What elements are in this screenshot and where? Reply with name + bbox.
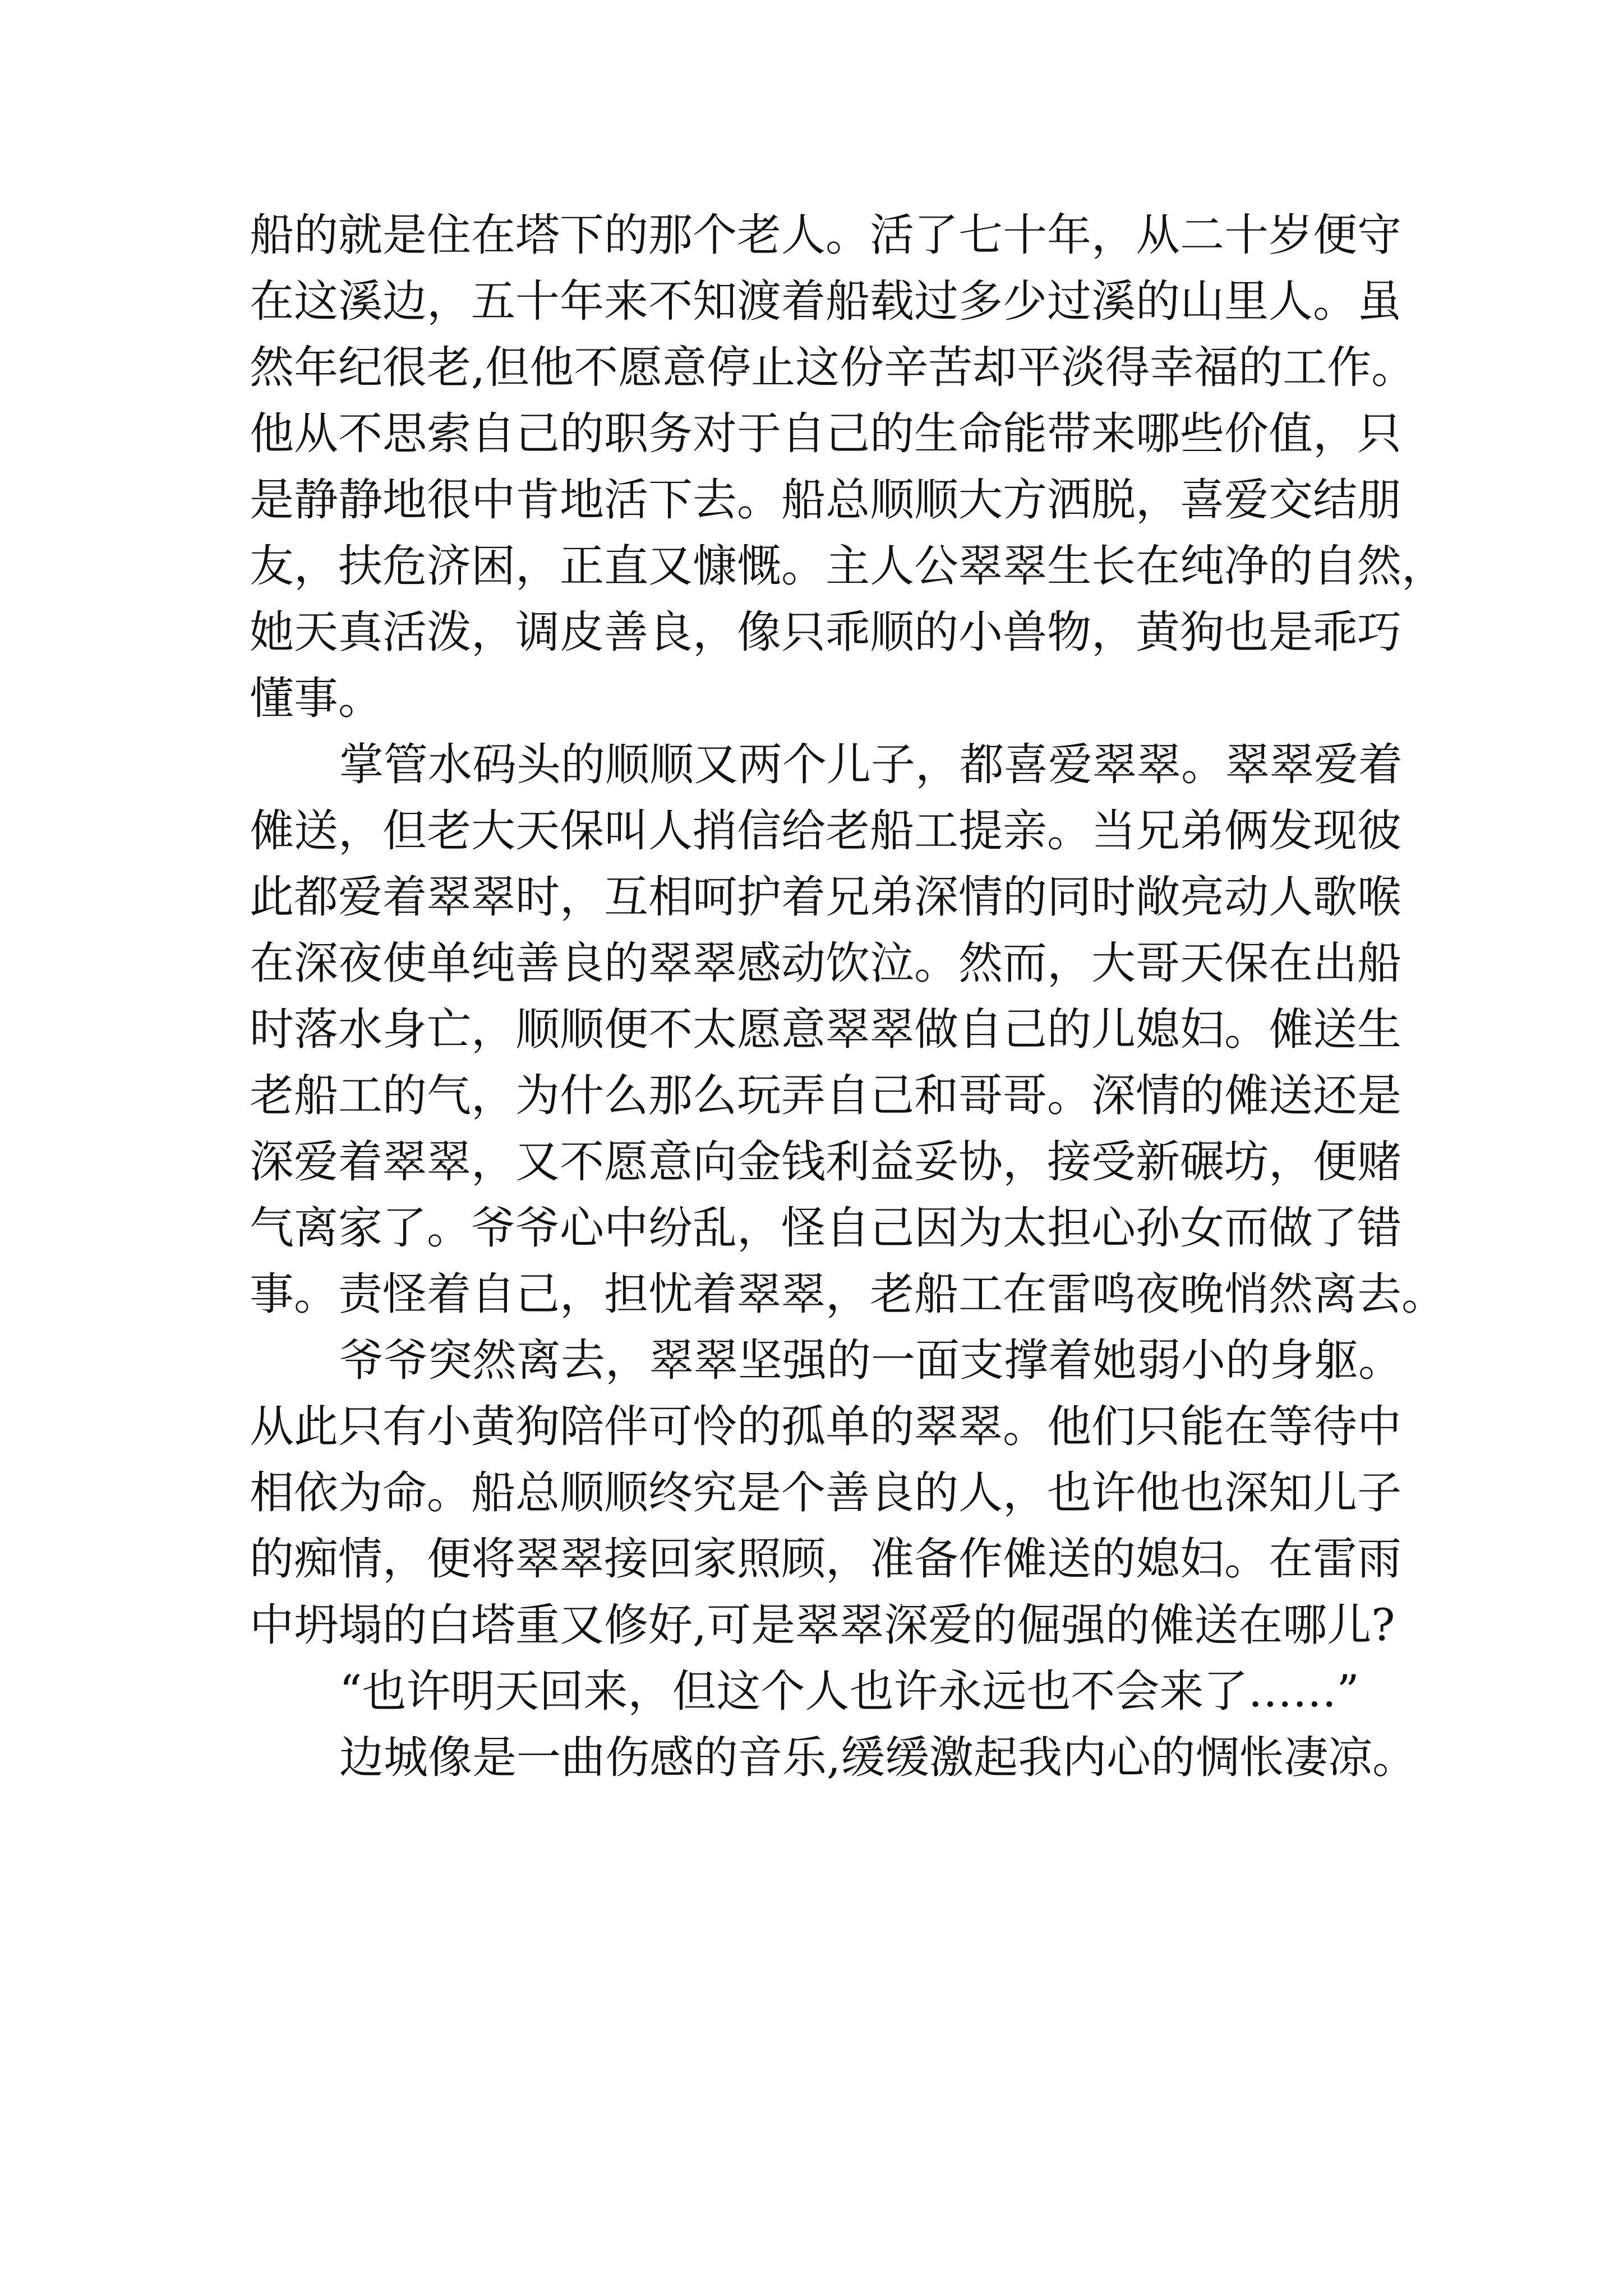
paragraph-first-line: 掌管水码头的顺顺又两个儿子，都喜爱翠翠。翠翠爱着 [339,739,1403,790]
text-line: 相依为命。船总顺顺终究是个善良的人，也许他也深知儿子 [250,1467,1401,1519]
text-line: 从此只有小黄狗陪伴可怜的孤单的翠翠。他们只能在等待中 [250,1401,1401,1452]
text-line: 的痴情，便将翠翠接回家照顾，准备作傩送的媳妇。在雷雨 [250,1533,1401,1585]
text-line: 深爱着翠翠，又不愿意向金钱利益妥协，接受新碾坊，便赌 [250,1136,1401,1188]
text-line: 中坍塌的白塔重又修好,可是翠翠深爱的倔强的傩送在哪儿? [250,1599,1395,1651]
text-line: 是静静地很中肯地活下去。船总顺顺大方洒脱，喜爱交结朋 [250,474,1401,526]
text-line: 傩送，但老大天保叫人捎信给老船工提亲。当兄弟俩发现彼 [250,805,1401,857]
text-line: 事。责怪着自己，担忧着翠翠，老船工在雷鸣夜晚悄然离去。 [250,1268,1446,1320]
closing-line: 边城像是一曲伤感的音乐,缓缓激起我内心的惆怅凄凉。 [339,1732,1417,1783]
paragraph-first-line: 爷爷突然离去，翠翠坚强的一面支撑着她弱小的身躯。 [339,1335,1403,1386]
text-line: 气离家了。爷爷心中纷乱，怪自己因为太担心孙女而做了错 [250,1202,1401,1254]
text-line: 在深夜使单纯善良的翠翠感动饮泣。然而，大哥天保在出船 [250,937,1401,989]
text-line: 船的就是住在塔下的那个老人。活了七十年，从二十岁便守 [250,209,1401,261]
body-text [250,202,1446,1791]
text-line: 懂事。 [250,673,382,724]
text-line: 她天真活泼，调皮善良，像只乖顺的小兽物，黄狗也是乖巧 [250,606,1401,658]
text-line: 友，扶危济困，正直又慷慨。主人公翠翠生长在纯净的自然， [250,540,1446,592]
text-line: 在这溪边，五十年来不知渡着船载过多少过溪的山里人。虽 [250,275,1401,327]
text-line: 时落水身亡，顺顺便不太愿意翠翠做自己的儿媳妇。傩送生 [250,1004,1401,1055]
text-line: 此都爱着翠翠时，互相呵护着兄弟深情的同时敞亮动人歌喉 [250,871,1401,923]
text-line: 然年纪很老,但他不愿意停止这份辛苦却平淡得幸福的工作。 [250,342,1416,393]
text-line: 他从不思索自己的职务对于自己的生命能带来哪些价值，只 [250,408,1401,459]
quote-line: “也许明天回来，但这个人也许永远也不会来了……” [339,1665,1359,1717]
text-line: 老船工的气，为什么那么玩弄自己和哥哥。深情的傩送还是 [250,1070,1401,1121]
